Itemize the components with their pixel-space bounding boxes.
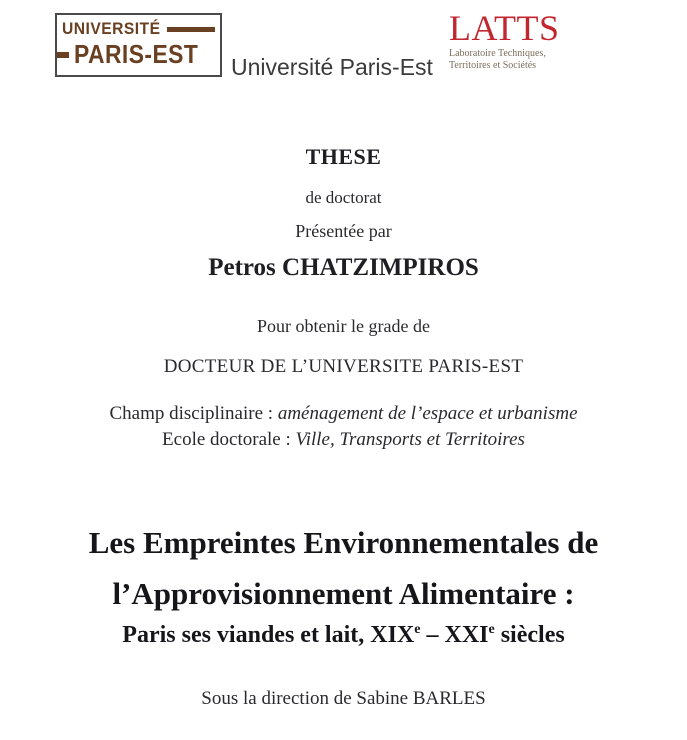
author-name: Petros CHATZIMPIROS <box>208 254 479 281</box>
subtitle-part3: siècles <box>494 622 565 648</box>
latts-subtitle <box>449 48 589 71</box>
latts-logo <box>449 10 589 71</box>
presented-by-label: Présentée par <box>295 221 392 241</box>
subtitle-superscript2: e <box>488 622 495 637</box>
latts-acronym: LATTS <box>449 8 560 48</box>
grade-intro: Pour obtenir le grade de <box>257 316 430 336</box>
doctoral-school-line <box>0 429 687 451</box>
doctoral-school-value: Ville, Transports et Territoires <box>295 429 525 450</box>
upec-logo-row-universite <box>62 19 215 39</box>
discipline-line <box>0 403 687 425</box>
upec-logo-paris-est-text: PARIS-EST <box>73 39 199 69</box>
latts-subtitle-line2: Territoires et Sociétés <box>449 59 537 71</box>
main-title-line2: l’Approvisionnement Alimentaire : <box>112 576 575 611</box>
upec-logo-bar-left <box>57 52 69 58</box>
latts-subtitle-line1: Laboratoire Techniques, <box>449 48 546 59</box>
discipline-label: Champ disciplinaire : <box>109 403 278 424</box>
supervision-line: Sous la direction de Sabine BARLES <box>201 688 486 709</box>
upec-logo-universite-text: UNIVERSITÉ <box>62 19 161 38</box>
upec-logo-bar-right <box>167 27 215 32</box>
subtitle-part1: Paris ses viandes et lait, XIX <box>122 622 415 648</box>
university-name: Université Paris-Est <box>231 54 433 80</box>
doctoral-school-label: Ecole doctorale : <box>162 429 296 450</box>
degree-name: DOCTEUR DE L’UNIVERSITE PARIS-EST <box>163 356 524 377</box>
main-title-line1: Les Empreintes Environnementales de <box>88 525 599 560</box>
thesis-subheading: de doctorat <box>305 188 382 207</box>
discipline-value: aménagement de l’espace et urbanisme <box>277 403 578 424</box>
thesis-heading: THESE <box>305 144 382 169</box>
upec-logo-row-paris-est <box>62 39 215 70</box>
main-subtitle <box>0 622 687 649</box>
subtitle-superscript1: e <box>414 622 421 637</box>
subtitle-part2: – XXI <box>420 622 489 648</box>
universite-paris-est-logo <box>55 13 222 77</box>
